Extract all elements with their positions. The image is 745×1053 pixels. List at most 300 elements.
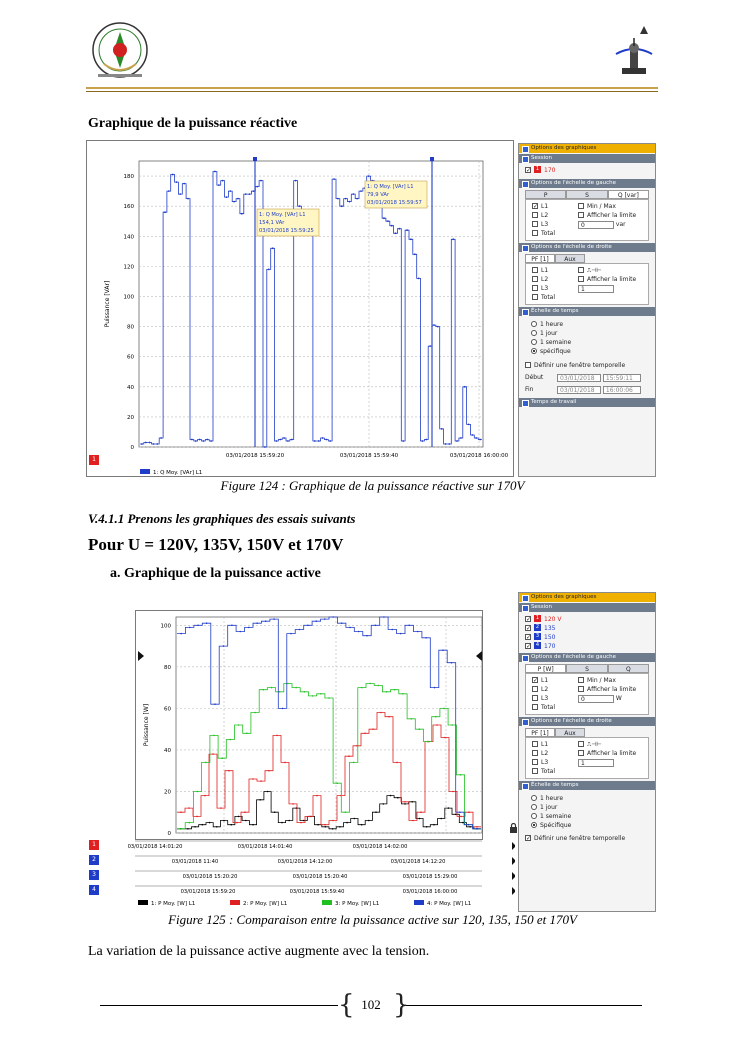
header-rule-thin — [86, 91, 658, 92]
p2-wave-checkbox[interactable] — [578, 741, 584, 747]
data-point — [300, 822, 302, 824]
right-l1-checkbox[interactable] — [532, 267, 538, 273]
right-l1-label: L1 — [541, 267, 549, 274]
data-point — [397, 797, 399, 799]
time-specific-label: spécifique — [540, 348, 571, 355]
data-point — [395, 232, 397, 234]
p2-time-week-radio[interactable] — [531, 813, 537, 819]
data-point — [240, 631, 242, 633]
end-time-input[interactable]: 16:00:06 — [603, 386, 641, 394]
p2-l1-checkbox[interactable]: ✓ — [533, 676, 539, 684]
data-point — [245, 820, 247, 822]
right-scale-header[interactable]: Options de l'échelle de droite — [519, 243, 655, 252]
data-point — [231, 824, 233, 826]
end-label: Fin — [525, 386, 534, 393]
left-scale-header-2[interactable]: Options de l'échelle de gauche — [519, 653, 655, 662]
data-point — [404, 803, 406, 805]
y-tick-label: 100 — [123, 294, 134, 301]
axis-row-arrow[interactable] — [512, 857, 515, 865]
left-scale-tabs — [525, 190, 649, 199]
data-point — [326, 439, 328, 441]
left-limit-input[interactable]: 0 — [578, 221, 614, 229]
session-item[interactable] — [519, 642, 655, 651]
data-point — [388, 716, 390, 718]
session-marker-1[interactable]: 1 — [89, 840, 99, 850]
time-axis-label: 03/01/2018 14:12:00 — [277, 859, 333, 865]
data-point — [433, 324, 435, 326]
tab-p-2[interactable]: P [W] — [525, 664, 566, 673]
data-point — [436, 724, 438, 726]
right-total-checkbox[interactable] — [532, 294, 538, 300]
cursor-handle-1[interactable] — [253, 157, 257, 161]
data-point — [265, 620, 267, 622]
start-date-input[interactable]: 03/01/2018 — [557, 374, 601, 382]
data-point — [268, 770, 270, 772]
scroll-left-handle[interactable] — [138, 651, 144, 661]
data-point — [456, 440, 458, 442]
l2-checkbox[interactable] — [532, 212, 538, 218]
p2-minmax-checkbox[interactable] — [578, 677, 584, 683]
time-scale-header-2[interactable]: Échelle de temps — [519, 781, 655, 790]
right-limit-input[interactable]: 1 — [578, 285, 614, 293]
time-axis-label: 03/01/2018 15:20:40 — [292, 874, 348, 880]
tab-s-2[interactable]: S — [566, 664, 607, 673]
industrial-engineering-logo — [610, 24, 658, 80]
time-day-radio[interactable] — [531, 330, 537, 336]
data-point — [195, 440, 197, 442]
data-point — [341, 622, 343, 624]
p2-time-day-radio[interactable] — [531, 804, 537, 810]
data-point — [368, 175, 370, 177]
data-point — [145, 442, 147, 444]
data-point — [420, 811, 422, 813]
data-point — [279, 691, 281, 693]
p2-total-label: Total — [541, 704, 556, 711]
footer-line-left — [100, 1005, 338, 1006]
data-point — [156, 443, 158, 445]
data-point — [414, 253, 416, 255]
data-point — [172, 174, 174, 176]
data-point — [437, 326, 439, 328]
y-tick-label: 160 — [123, 204, 134, 211]
data-point — [164, 211, 166, 213]
time-axis-label: 03/01/2018 11:40 — [171, 859, 219, 865]
wave-icon-2: ⎍⊣⊢ — [587, 741, 602, 748]
data-point — [402, 440, 404, 442]
time-axis-label: 03/01/2018 15:59:40 — [289, 889, 345, 895]
session-badge: 3 — [535, 633, 540, 639]
right-l2-label: L2 — [541, 276, 549, 283]
data-point — [205, 762, 207, 764]
session-marker-1[interactable]: 1 — [89, 455, 99, 465]
p2-time-day-label: 1 jour — [540, 804, 558, 811]
session-item[interactable] — [519, 166, 655, 175]
start-time-input[interactable]: 15:59:11 — [603, 374, 641, 382]
session-label: 170 — [544, 167, 556, 174]
data-point — [272, 247, 274, 249]
figure-124-caption: Figure 124 : Graphique de la puissance réactive sur 170V — [220, 478, 525, 493]
time-week-radio[interactable] — [531, 339, 537, 345]
data-point — [408, 625, 410, 627]
legend-swatch — [414, 900, 424, 905]
axis-row-arrow[interactable] — [512, 872, 515, 880]
data-point — [260, 180, 262, 182]
data-point — [292, 803, 294, 805]
y-axis-label: Puissance [VAr] — [104, 280, 111, 328]
data-point — [417, 631, 419, 633]
data-point — [322, 437, 324, 439]
data-point — [325, 826, 327, 828]
data-point — [222, 180, 224, 182]
data-point — [252, 824, 254, 826]
time-axis-label: 03/01/2018 14:12:20 — [390, 859, 446, 865]
reactive-power-plot — [87, 141, 515, 478]
legend-swatch — [230, 900, 240, 905]
data-point — [273, 618, 275, 620]
p2-right-l3-checkbox[interactable] — [532, 759, 538, 765]
data-point — [361, 824, 363, 826]
data-point — [411, 801, 413, 803]
data-point — [213, 735, 215, 737]
p2-right-l2-checkbox[interactable] — [532, 750, 538, 756]
data-point — [236, 822, 238, 824]
left-unit: var — [615, 221, 626, 228]
y-tick-label: 40 — [164, 747, 171, 754]
data-point — [348, 755, 350, 757]
data-point — [345, 198, 347, 200]
p2-show-limit-checkbox[interactable] — [578, 686, 584, 692]
data-point — [422, 440, 424, 442]
data-point — [231, 625, 233, 627]
data-point — [451, 662, 453, 664]
data-point — [237, 198, 239, 200]
data-point — [441, 428, 443, 430]
data-point — [324, 618, 326, 620]
data-point — [287, 683, 289, 685]
session-checkbox[interactable]: ✓ — [526, 624, 532, 632]
data-point — [468, 824, 470, 826]
session-marker-2[interactable]: 2 — [89, 855, 99, 865]
data-point — [212, 753, 214, 755]
data-point — [214, 171, 216, 173]
data-point — [383, 217, 385, 219]
legend-label: 3: P Moy. [W] L1 — [335, 901, 380, 907]
p2-l1-label: L1 — [541, 677, 549, 684]
session-label: 120 V — [544, 616, 562, 623]
right-total-label: Total — [541, 294, 556, 301]
data-point — [476, 828, 478, 830]
data-point — [264, 446, 266, 448]
header-rule — [86, 87, 658, 89]
session-label: 150 — [544, 634, 556, 641]
tab-pf[interactable]: PF [1] — [525, 254, 555, 263]
p2-l3-checkbox[interactable] — [532, 695, 538, 701]
y-tick-label: 20 — [164, 789, 171, 796]
data-point — [341, 205, 343, 207]
p2-time-hour-radio[interactable] — [531, 795, 537, 801]
legend-label: 2: P Moy. [W] L1 — [243, 901, 288, 907]
session-item[interactable] — [519, 624, 655, 633]
p2-right-l1-label: L1 — [541, 741, 549, 748]
tab-q[interactable]: Q [var] — [608, 190, 649, 199]
session-badge: 2 — [535, 624, 540, 630]
data-point — [187, 198, 189, 200]
data-point — [246, 733, 248, 735]
p2-time-window-checkbox[interactable]: ✓ — [526, 834, 532, 842]
tooltip-cursor-2-line: 1: Q Moy. [VAr] L1 — [367, 184, 414, 190]
data-point — [220, 807, 222, 809]
data-point — [448, 807, 450, 809]
left-scale-body-2 — [525, 673, 649, 715]
options-header-2[interactable]: Options des graphiques — [519, 593, 655, 602]
data-point — [180, 633, 182, 635]
data-point — [419, 818, 421, 820]
session-marker-4[interactable]: 4 — [89, 885, 99, 895]
time-window-checkbox[interactable] — [525, 362, 531, 368]
data-point — [238, 816, 240, 818]
data-point — [263, 689, 265, 691]
data-point — [337, 198, 339, 200]
tab-q-2[interactable]: Q — [608, 664, 649, 673]
legend-label: 1: P Moy. [W] L1 — [151, 901, 196, 907]
time-axis-label: 03/01/2018 16:00:00 — [402, 889, 458, 895]
axis-row-arrow[interactable] — [512, 887, 515, 895]
data-point — [435, 716, 437, 718]
data-point — [346, 822, 348, 824]
time-axis-label: 03/01/2018 15:29:00 — [402, 874, 458, 880]
tooltip-cursor-2-line: 03/01/2018 15:59:57 — [367, 200, 422, 206]
p2-right-limit-checkbox[interactable] — [578, 750, 584, 756]
session-badge: 1 — [535, 615, 540, 621]
data-point — [308, 816, 310, 818]
l1-checkbox[interactable]: ✓ — [533, 202, 539, 210]
l3-label: L3 — [541, 221, 549, 228]
session-header[interactable]: Session — [519, 154, 655, 163]
tooltip-cursor-1 — [257, 209, 319, 236]
l1-label: L1 — [541, 203, 549, 210]
data-point — [228, 770, 230, 772]
data-point — [425, 637, 427, 639]
data-point — [218, 184, 220, 186]
tab-aux[interactable]: Aux — [555, 254, 585, 263]
data-point — [223, 645, 225, 647]
data-point — [244, 811, 246, 813]
p2-l2-checkbox[interactable] — [532, 686, 538, 692]
data-point — [180, 811, 182, 813]
x-tick-label: 03/01/2018 15:59:20 — [225, 453, 285, 459]
data-point — [391, 225, 393, 227]
time-scale-header[interactable]: Échelle de temps — [519, 307, 655, 316]
p2-right-limit-input[interactable]: 1 — [578, 759, 614, 767]
data-point — [316, 795, 318, 797]
tooltip-cursor-1-line: 1: Q Moy. [VAr] L1 — [259, 212, 306, 218]
right-l3-label: L3 — [541, 285, 549, 292]
data-point — [180, 828, 182, 830]
total-checkbox[interactable] — [532, 230, 538, 236]
data-point — [210, 440, 212, 442]
data-point — [336, 782, 338, 784]
data-point — [460, 816, 462, 818]
data-point — [141, 443, 143, 445]
section-title: Graphique de la puissance réactive — [88, 116, 298, 131]
y-tick-label: 0 — [130, 445, 134, 451]
data-point — [283, 437, 285, 439]
time-axis-label: 03/01/2018 14:01:20 — [127, 844, 183, 850]
session-item[interactable] — [519, 615, 655, 624]
right-show-limit-checkbox[interactable] — [578, 276, 584, 282]
data-point — [191, 439, 193, 441]
data-point — [375, 811, 377, 813]
p2-left-limit-input[interactable]: 0 — [578, 695, 614, 703]
y-tick-label: 40 — [127, 384, 134, 391]
session-checkbox[interactable]: ✓ — [526, 615, 532, 623]
chart-options-panel-1 — [518, 143, 656, 477]
end-date-input[interactable]: 03/01/2018 — [557, 386, 601, 394]
data-point — [332, 828, 334, 830]
data-point — [189, 627, 191, 629]
data-point — [206, 439, 208, 441]
data-point — [299, 205, 301, 207]
data-point — [197, 791, 199, 793]
active-power-heading: a. Graphique de la puissance active — [110, 566, 321, 581]
data-point — [223, 820, 225, 822]
axis-row-arrow[interactable] — [512, 842, 515, 850]
right-wave-checkbox[interactable] — [578, 267, 584, 273]
right-scale-tabs-2 — [525, 728, 585, 737]
session-item[interactable] — [519, 633, 655, 642]
session-badge: 4 — [535, 642, 540, 648]
subsection-title: V.4.1.1 Prenons les graphiques des essais suivants — [88, 511, 356, 526]
data-point — [221, 757, 223, 759]
p2-time-hour-label: 1 heure — [540, 795, 564, 802]
cursor-handle-2[interactable] — [430, 157, 434, 161]
data-point — [444, 737, 446, 739]
data-point — [418, 278, 420, 280]
data-point — [249, 193, 251, 195]
right-scale-body — [525, 263, 649, 305]
data-point — [380, 712, 382, 714]
left-scale-body — [525, 199, 649, 241]
data-point — [451, 724, 453, 726]
data-point — [233, 201, 235, 203]
tab-pf-2[interactable]: PF [1] — [525, 728, 555, 737]
y-tick-label: 80 — [127, 324, 134, 331]
y-tick-label: 0 — [167, 831, 171, 837]
time-hour-radio[interactable] — [531, 321, 537, 327]
session-checkbox[interactable]: ✓ — [526, 166, 532, 174]
time-day-label: 1 jour — [540, 330, 558, 337]
work-time-header[interactable]: Temps de travail — [519, 398, 655, 407]
data-point — [410, 238, 412, 240]
total-label: Total — [541, 230, 556, 237]
data-point — [197, 625, 199, 627]
data-point — [188, 807, 190, 809]
data-point — [378, 685, 380, 687]
data-point — [238, 724, 240, 726]
legend-swatch — [322, 900, 332, 905]
school-logo — [90, 20, 150, 82]
data-point — [386, 691, 388, 693]
session-checkbox[interactable]: ✓ — [526, 642, 532, 650]
right-l3-checkbox[interactable] — [532, 285, 538, 291]
right-l2-checkbox[interactable] — [532, 276, 538, 282]
data-point — [332, 820, 334, 822]
data-point — [303, 820, 305, 822]
p2-right-l1-checkbox[interactable] — [532, 741, 538, 747]
time-week-label: 1 semaine — [540, 339, 572, 346]
data-point — [276, 440, 278, 442]
data-point — [333, 178, 335, 180]
time-hour-label: 1 heure — [540, 321, 564, 328]
session-header-2[interactable]: Session — [519, 603, 655, 612]
minmax-checkbox[interactable] — [578, 203, 584, 209]
p2-total-checkbox[interactable] — [532, 704, 538, 710]
time-axis-label: 03/01/2018 15:20:20 — [182, 874, 238, 880]
data-point — [226, 196, 228, 198]
session-checkbox[interactable]: ✓ — [526, 633, 532, 641]
p2-right-total-checkbox[interactable] — [532, 768, 538, 774]
data-point — [448, 443, 450, 445]
p2-time-specific-label: Spécifique — [540, 822, 572, 829]
data-point — [455, 814, 457, 816]
data-point — [387, 220, 389, 222]
page-number: 102 — [361, 997, 381, 1012]
time-axis-label: 03/01/2018 14:01:40 — [237, 844, 293, 850]
data-point — [256, 186, 258, 188]
tab-s[interactable]: S — [566, 190, 607, 199]
time-specific-radio[interactable] — [531, 348, 537, 354]
data-point — [361, 687, 363, 689]
data-point — [312, 695, 314, 697]
time-axis-label: 03/01/2018 14:02:00 — [352, 844, 408, 850]
data-point — [366, 635, 368, 637]
start-label: Début — [525, 374, 544, 381]
time-axis-rows — [100, 840, 515, 910]
data-point — [364, 733, 366, 735]
tooltip-cursor-2-line: 79,9 VAr — [367, 192, 390, 198]
data-point — [291, 439, 293, 441]
tab-p[interactable]: P — [525, 190, 566, 199]
session-marker-3[interactable]: 3 — [89, 870, 99, 880]
data-point — [440, 818, 442, 820]
data-point — [203, 440, 205, 442]
data-point — [295, 687, 297, 689]
y-axis-label: Puissance [W] — [143, 703, 150, 747]
data-point — [206, 622, 208, 624]
p2-time-specific-radio[interactable] — [531, 822, 537, 828]
data-point — [460, 774, 462, 776]
data-point — [194, 826, 196, 828]
chart-options-panel-2 — [518, 592, 656, 912]
data-point — [468, 424, 470, 426]
data-point — [252, 778, 254, 780]
data-point — [259, 799, 261, 801]
options-header[interactable]: Options des graphiques — [519, 144, 655, 153]
left-scale-header[interactable]: Options de l'échelle de gauche — [519, 179, 655, 188]
data-point — [332, 616, 334, 618]
y-tick-label: 60 — [127, 354, 134, 361]
l3-checkbox[interactable] — [532, 221, 538, 227]
show-limit-checkbox[interactable] — [578, 212, 584, 218]
lock-icon[interactable] — [509, 823, 518, 833]
tab-aux-2[interactable]: Aux — [555, 728, 585, 737]
session-badge: 1 — [535, 166, 540, 172]
right-scale-header-2[interactable]: Options de l'échelle de droite — [519, 717, 655, 726]
data-point — [274, 811, 276, 813]
y-tick-label: 60 — [164, 706, 171, 713]
data-point — [352, 193, 354, 195]
wave-icon: ⎍⊣⊢ — [587, 267, 602, 274]
